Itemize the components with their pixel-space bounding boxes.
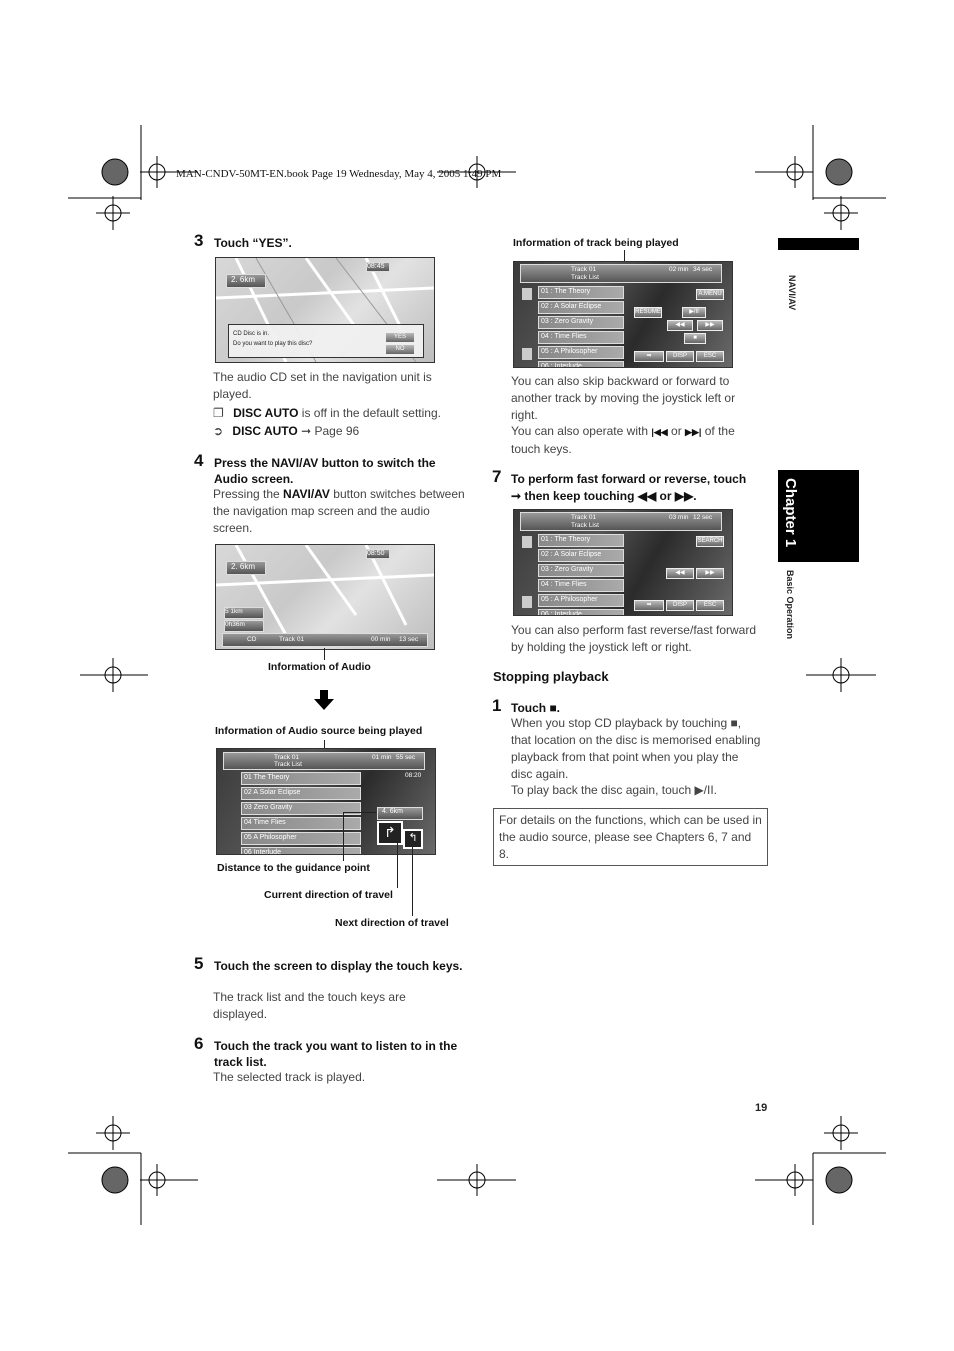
step-4-title: Press the NAVI/AV button to switch the Audio screen. (214, 456, 436, 486)
guidance-time: 0h36m (224, 620, 264, 632)
shot1-track-item[interactable]: 04 : Time Flies (538, 331, 624, 344)
shot2-arrow-button[interactable]: ➡ (634, 600, 664, 611)
operate-text (511, 423, 763, 458)
operate-text-pre: You can also operate with (511, 424, 652, 438)
prev-track-icon: |◀◀ (651, 427, 668, 437)
screenshot-track-list-1 (513, 261, 733, 368)
operate-text-mid: or (667, 424, 686, 438)
chapter-label: Chapter 1 (782, 478, 799, 548)
shot1-list-label: Track List (571, 274, 599, 281)
step-1-number: 1 (492, 696, 502, 715)
shot2-disp-button[interactable]: DISP (666, 600, 694, 611)
shot2-track: Track 01 (571, 514, 597, 521)
search-button[interactable]: SEARCH (696, 536, 724, 547)
shot2-list-label: Track List (571, 522, 599, 529)
fast-text: You can also perform fast reverse/fast forward by holding the joystick left or right. (511, 623, 757, 654)
fast-forward-button[interactable]: ▶▶ (696, 568, 724, 579)
play-pause-button[interactable]: ▶/II (682, 307, 706, 318)
shot2-track-item[interactable]: 06 : Interlude (538, 609, 624, 616)
shot2-track-item[interactable]: 04 : Time Flies (538, 579, 624, 592)
source-header (223, 752, 425, 770)
shot1-track-list (538, 286, 624, 368)
guidance-distance: 5 1km (224, 607, 264, 619)
step-1-title: Touch ■. (511, 701, 561, 715)
source-track: Track 01 (274, 754, 300, 761)
stop-button[interactable]: ■ (684, 333, 706, 344)
stopping-heading: Stopping playback (493, 669, 609, 684)
shot1-track: Track 01 (571, 266, 597, 273)
caption-distance: Distance to the guidance point (217, 862, 370, 874)
step-3-note (213, 405, 473, 422)
shot2-scroll-down[interactable] (522, 596, 532, 608)
shot1-arrow-button[interactable]: ➡ (634, 351, 664, 362)
min-label: 00 min (371, 636, 391, 643)
leader-next (412, 846, 413, 916)
step-3-text: The audio CD set in the navigation unit is played. (213, 370, 432, 401)
source-sec: 55 sec (396, 754, 416, 761)
leader-distance (343, 812, 344, 861)
shot1-track-item[interactable]: 03 : Zero Gravity (538, 316, 624, 329)
distance-box: 2. 6km (226, 274, 266, 288)
source-track-item[interactable]: 06 Interlude (241, 847, 361, 855)
dialog-box (228, 324, 424, 358)
step-6-title: Touch the track you want to listen to in the track list. (214, 1039, 458, 1069)
page-number: 19 (755, 1102, 768, 1114)
operate-text-post: of the touch keys. (511, 424, 735, 456)
rewind-button[interactable]: ◀◀ (666, 568, 694, 579)
caption-current-direction: Current direction of travel (264, 889, 393, 901)
ref-bold: DISC AUTO (232, 424, 298, 438)
next-track-icon: ▶▶| (685, 427, 702, 437)
audio-info-bar (222, 633, 428, 647)
navi-av-label: NAVI/AV (787, 275, 797, 311)
no-button[interactable]: NO (385, 344, 415, 355)
source-track-item[interactable]: 05 A Philosopher (241, 832, 361, 845)
shot1-track-item[interactable]: 01 : The Theory (538, 286, 624, 299)
clock: 08:45 (366, 262, 390, 272)
shot1-track-item[interactable]: 02 : A Solar Eclipse (538, 301, 624, 314)
resume-button[interactable]: RESUME (634, 307, 662, 318)
basic-operation-label: Basic Operation (785, 570, 795, 640)
step-7-number: 7 (492, 467, 502, 486)
shot2-header (520, 512, 722, 531)
screenshot-yes-dialog (215, 257, 435, 363)
shot1-track-item[interactable]: 05 : A Philosopher (538, 346, 624, 359)
step-4-text-bold: NAVI/AV (283, 487, 330, 501)
note-box-text: For details on the functions, which can be used in the audio source, please see Chapters 6, 7 and 8. (499, 813, 762, 861)
yes-button[interactable]: YES (385, 332, 415, 343)
source-track-item[interactable]: 02 A Solar Eclipse (241, 787, 361, 800)
note-box (493, 808, 768, 866)
step-7-title-1: To perform fast forward or reverse, touch (511, 472, 747, 486)
leader-current (397, 840, 398, 888)
shot1-header (520, 264, 722, 283)
stop-text-2: To play back the disc again, touch ▶/II. (511, 783, 718, 797)
step-4-text (213, 486, 465, 537)
prev-button[interactable]: ◀◀ (667, 320, 693, 331)
screenshot-audio-info (215, 544, 435, 650)
skip-text: You can also skip backward or forward to another track by moving the joystick left or right. (511, 374, 736, 422)
screenshot-audio-source (216, 748, 436, 855)
shot1-track-item[interactable]: 06 : Interlude (538, 361, 624, 368)
caption-information-of-audio: Information of Audio (268, 661, 371, 673)
shot2-track-item[interactable]: 05 : A Philosopher (538, 594, 624, 607)
caption-track-being-played: Information of track being played (513, 237, 679, 249)
step-3-number: 3 (194, 231, 204, 250)
shot1-esc-button[interactable]: ESC (696, 351, 724, 362)
shot2-min: 03 min (669, 514, 689, 521)
clock-2: 08:50 (366, 549, 390, 559)
step-3-ref (213, 423, 473, 440)
ref-rest: ➞ Page 96 (297, 424, 360, 438)
shot2-sec: 12 sec (693, 514, 713, 521)
step-5-title: Touch the screen to display the touch keys. (214, 959, 463, 973)
distance-box-2: 2. 6km (226, 561, 266, 575)
shot2-track-list (538, 534, 624, 616)
shot2-track-item[interactable]: 02 : A Solar Eclipse (538, 549, 624, 562)
step-7-title-2: ➞ then keep touching ◀◀ or ▶▶. (511, 489, 697, 503)
source-track-item[interactable]: 01 The Theory (241, 772, 361, 785)
note-bold: DISC AUTO (233, 406, 299, 420)
step-5-text: The track list and the touch keys are displayed. (213, 990, 406, 1021)
note-bullet: ❐ (213, 406, 224, 420)
step-4-text-post: button switches between the navigation map screen and the audio screen. (213, 487, 465, 535)
dialog-line-1: CD Disc is in. (233, 331, 270, 337)
shot2-track-item[interactable]: 03 : Zero Gravity (538, 564, 624, 577)
shot1-scroll-down[interactable] (522, 348, 532, 360)
track-label: Track 01 (279, 636, 305, 643)
source-list-label: Track List (274, 761, 302, 768)
shot1-scroll-up[interactable] (522, 288, 532, 300)
note-rest: is off in the default setting. (298, 406, 441, 420)
dialog-line-2: Do you want to play this disc? (233, 341, 313, 347)
shot2-scroll-up[interactable] (522, 536, 532, 548)
shot1-sec: 34 sec (693, 266, 713, 273)
current-direction-icon: ↱ (377, 821, 403, 845)
shot2-esc-button[interactable]: ESC (696, 600, 724, 611)
caption-audio-source: Information of Audio source being played (215, 725, 423, 737)
caption-next-direction: Next direction of travel (335, 917, 449, 929)
source-min: 01 min (372, 754, 392, 761)
file-header: MAN-CNDV-50MT-EN.book Page 19 Wednesday, May 4, 2005 1:49 PM (176, 168, 502, 180)
down-arrow (314, 690, 334, 710)
next-button[interactable]: ▶▶ (697, 320, 723, 331)
cd-label: CD (247, 636, 257, 643)
source-clock: 08:20 (405, 772, 422, 779)
step-4-text-pre: Pressing the (213, 487, 284, 501)
shot1-min: 02 min (669, 266, 689, 273)
a-menu-button[interactable]: A.MENU (696, 289, 724, 300)
stop-text-1: When you stop CD playback by touching ■, that location on the disc is memorised enabling playback from that point when you play the disc again. (511, 716, 761, 781)
next-direction-icon: ↰ (403, 829, 423, 849)
source-track-item[interactable]: 03 Zero Gravity (241, 802, 361, 815)
navi-av-tab (778, 238, 859, 250)
step-5-number: 5 (194, 954, 204, 973)
leader-distance-h (343, 812, 376, 813)
shot2-track-item[interactable]: 01 : The Theory (538, 534, 624, 547)
shot1-disp-button[interactable]: DISP (666, 351, 694, 362)
sec-label: 13 sec (399, 636, 419, 643)
step-4-number: 4 (194, 451, 204, 470)
step-3-title: Touch “YES”. (214, 236, 292, 250)
guidance-distance-box: 4. 6km (377, 807, 423, 820)
ref-bullet: ➲ (213, 424, 224, 438)
leader-audio-info (324, 648, 325, 660)
step-6-text: The selected track is played. (213, 1070, 366, 1084)
screenshot-track-list-2 (513, 509, 733, 616)
step-6-number: 6 (194, 1034, 204, 1053)
source-track-item[interactable]: 04 Time Flies (241, 817, 361, 830)
